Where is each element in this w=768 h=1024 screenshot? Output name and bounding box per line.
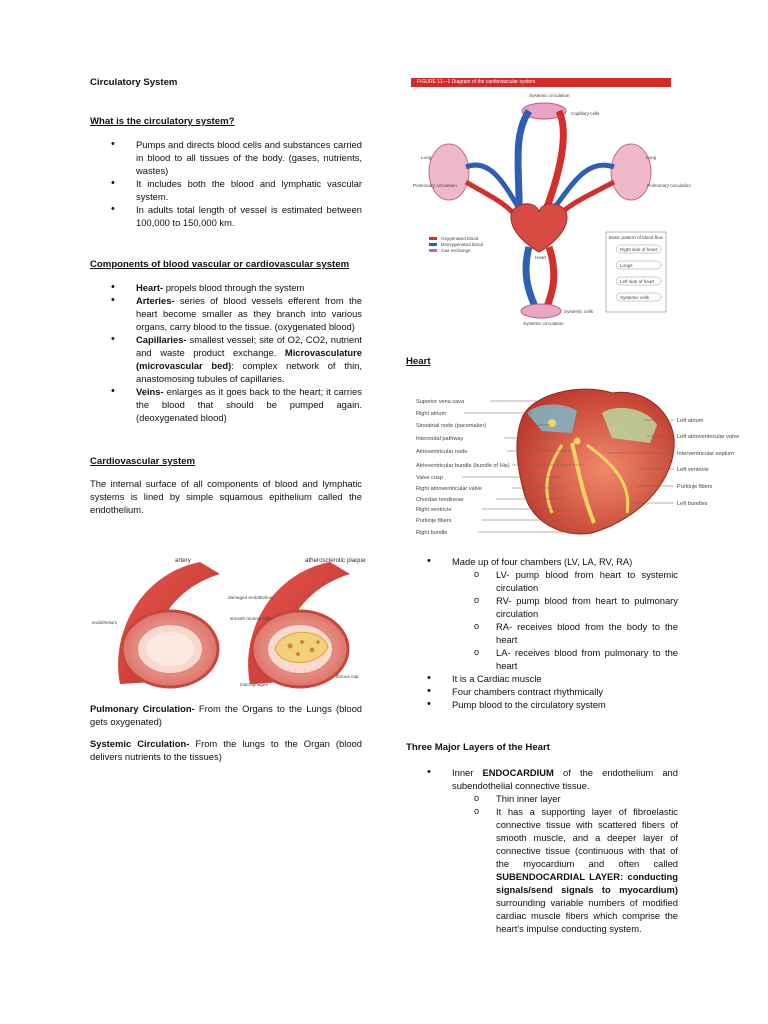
normal-artery-shape [118, 562, 220, 687]
svg-text:Atrioventricular node: Atrioventricular node [416, 449, 468, 455]
svg-text:Right ventricle: Right ventricle [416, 507, 452, 513]
list-item: o LV- pump blood from heart to systemic circulation [452, 568, 678, 594]
svg-text:Purkinje fibers: Purkinje fibers [677, 484, 713, 490]
figure-caption: FIGURE 11—1 Diagram of the cardiovascular system. [411, 78, 671, 87]
chamber-list [406, 555, 678, 711]
svg-text:Left side of heart: Left side of heart [620, 279, 655, 284]
svg-text:Chordae tendineae: Chordae tendineae [416, 497, 464, 503]
svg-text:Systemic circulation: Systemic circulation [529, 93, 570, 98]
heart-diagram [412, 383, 762, 543]
svg-text:Lungs: Lungs [620, 263, 633, 268]
svg-text:Left atrium: Left atrium [677, 418, 704, 424]
svg-text:Pulmonary circulation: Pulmonary circulation [413, 183, 457, 188]
list-item: • Four chambers contract rhythmically [406, 685, 678, 698]
svg-text:Systemic circulation: Systemic circulation [523, 321, 564, 326]
svg-text:Left atrioventricular valve: Left atrioventricular valve [677, 434, 740, 440]
list-item: o It has a supporting layer of fibroelastic connective tissue with scattered fibers of smooth muscle, and a deeper layer of connective tissue (continuous with that of the myocardium and often called SUBENDOCARDIAL LAYER: conducting signals/send signals to myocardium) surrounding variable numbers of modified cardiac muscle fibers which comprise the heart's impulse conducting system. [452, 805, 678, 935]
artery-label: artery [175, 557, 191, 564]
svg-text:Interventricular septum: Interventricular septum [677, 451, 734, 457]
chamber-sub-list [452, 568, 678, 672]
heart-heading: Heart [406, 356, 431, 367]
list-item: • It includes both the blood and lymphatic vascular system. [90, 177, 362, 203]
svg-text:Sinoatrial node (pacemaker): Sinoatrial node (pacemaker) [416, 423, 487, 429]
circulation-notes [90, 702, 362, 763]
systemic-text: Systemic Circulation- From the lungs to the Organ (blood delivers nutrients to the tissues) [90, 738, 362, 762]
list-item: o LA- receives blood from pulmonary to the heart [452, 646, 678, 672]
list-item: • Veins- enlarges as it goes back to the heart; it carries the blood that should be pumped again. (deoxygenated blood) [90, 385, 362, 424]
list-item: • It is a Cardiac muscle [406, 672, 678, 685]
list-item: • Capillaries- smallest vessel; site of O2, CO2, nutrient and waste product exchange. Microvasculature (microvascular bed): complex network of thin, anastomosing tubules of capillaries. [90, 333, 362, 385]
cardiovascular-text: The internal surface of all components of blood and lymphatic systems is lined by simple squamous epithelium called the endothelium. [90, 478, 362, 515]
page-title: Circulatory System [90, 77, 178, 88]
pulmonary-text: Pulmonary Circulation- From the Organs to the Lungs (blood gets oxygenated) [90, 703, 363, 727]
svg-text:Right side of heart: Right side of heart [620, 247, 658, 252]
macrophages-label: macrophages [240, 682, 268, 687]
svg-text:Pulmonary circulation: Pulmonary circulation [647, 183, 691, 188]
endothelium-label: endothelium [92, 620, 118, 625]
svg-text:Capillary cells: Capillary cells [571, 111, 600, 116]
svg-text:Gas exchange: Gas exchange [441, 248, 471, 253]
smooth-muscle-label: smooth muscle cells [230, 616, 272, 621]
list-item: • Made up of four chambers (LV, LA, RV, RA) o LV- pump blood from heart to systemic circulation o RV- pump blood from heart to pulmonary circulation o RA- receives blood from the body to the heart o LA- receives blood from pulmonary to the heart [406, 555, 678, 672]
left-column [90, 76, 362, 516]
svg-text:Right atrium: Right atrium [416, 411, 447, 417]
svg-text:Valve cusp: Valve cusp [416, 475, 443, 481]
svg-text:Atrioventricular bundle (bundl: Atrioventricular bundle (bundle of His) [416, 463, 510, 469]
svg-text:Lung: Lung [421, 155, 432, 160]
artery-illustration [90, 554, 366, 694]
svg-text:Internodal pathway: Internodal pathway [416, 436, 464, 442]
list-item: • Heart- propels blood through the system [90, 281, 362, 294]
components-heading: Components of blood vascular or cardiovascular system [90, 259, 350, 270]
list-item: • Arteries- series of blood vessels efferent from the heart become smaller as they branch into various organs, carry blood to the tissue. (oxygenated blood) [90, 294, 362, 333]
svg-text:Systemic cells: Systemic cells [564, 309, 594, 314]
svg-text:Right bundle: Right bundle [416, 530, 448, 536]
fibrous-cap-label: fibrous cap [336, 674, 359, 679]
svg-text:Left ventricle: Left ventricle [677, 467, 709, 473]
svg-text:Heart: Heart [535, 255, 547, 260]
svg-text:Lung: Lung [646, 155, 657, 160]
svg-text:Purkinje fibers: Purkinje fibers [416, 518, 452, 524]
list-item: o Thin inner layer [452, 792, 678, 805]
question-heading: What is the circulatory system? [90, 116, 235, 127]
plaque-artery-shape [248, 562, 350, 687]
svg-text:Systemic cells: Systemic cells [620, 295, 650, 300]
svg-text:Superior vena cava: Superior vena cava [416, 399, 465, 405]
list-item: o RA- receives blood from the body to the heart [452, 620, 678, 646]
layers-heading: Three Major Layers of the Heart [406, 742, 550, 753]
definition-list [90, 138, 362, 229]
svg-text:Oxygenated blood: Oxygenated blood [441, 236, 479, 241]
heart-notes [406, 555, 678, 935]
list-item: o RV- pump blood from heart to pulmonary circulation [452, 594, 678, 620]
svg-text:Right atrioventricular valve: Right atrioventricular valve [416, 486, 482, 492]
plaque-label: atherosclerotic plaque [305, 557, 366, 564]
list-item: • In adults total length of vessel is estimated between 100,000 to 150,000 km. [90, 203, 362, 229]
svg-text:Basic pattern of blood flow: Basic pattern of blood flow [609, 235, 663, 240]
svg-text:Left bundles: Left bundles [677, 501, 708, 507]
layers-list [406, 766, 678, 935]
list-item: • Inner ENDOCARDIUM of the endothelium and subendothelial connective tissue. o Thin inner layer o It has a supporting layer of fibroelastic connective tissue with scattered fibers of smooth muscle, and a deeper layer of connective tissue (continuous with that of the myocardium and often called SUBENDOCARDIAL LAYER: conducting signals/send signals to myocardium) surrounding variable numbers of modified cardiac muscle fibers which comprise the heart's impulse conducting system. [406, 766, 678, 935]
cardiovascular-diagram [411, 78, 691, 328]
components-list [90, 281, 362, 424]
svg-text:Deoxygenated blood: Deoxygenated blood [441, 242, 484, 247]
heart-heading-wrap [406, 355, 431, 368]
list-item: • Pumps and directs blood cells and substances carried in blood to all tissues of the body. (gases, nutrients, wastes) [90, 138, 362, 177]
damaged-endothelium-label: damaged endothelium [228, 595, 274, 600]
cardiovascular-heading: Cardiovascular system [90, 456, 196, 467]
layers-sub-list [452, 792, 678, 935]
list-item: • Pump blood to the circulatory system [406, 698, 678, 711]
